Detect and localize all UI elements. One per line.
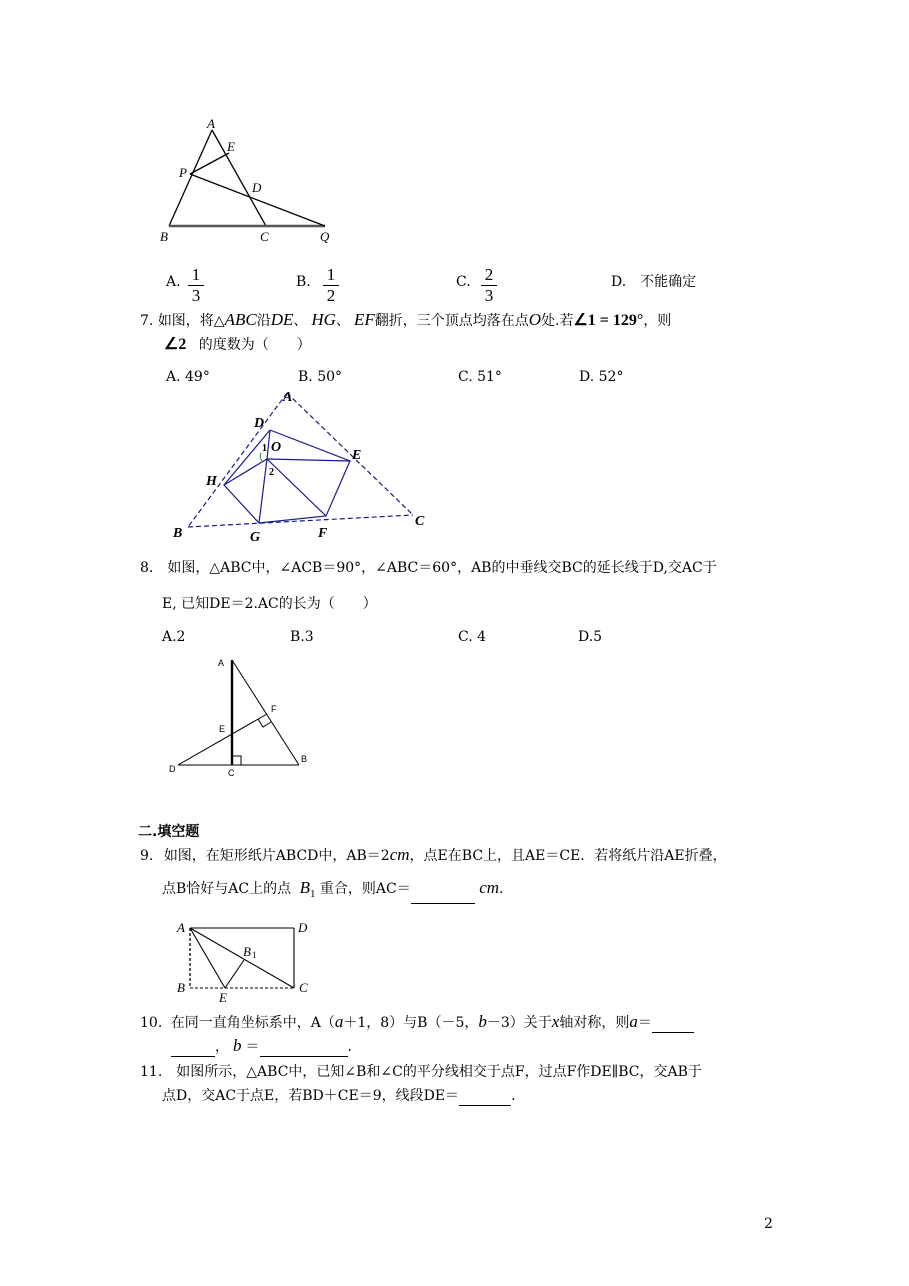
q7-text: 、: [335, 313, 350, 329]
q8-label-c: C: [228, 768, 235, 778]
q7-label-b: B: [173, 526, 183, 541]
q10-x: x: [551, 1012, 560, 1031]
q10-text: ＋1，8）与B（－5，: [343, 1015, 479, 1031]
q10-answer-b-blank[interactable]: [260, 1042, 348, 1057]
q10-answer-a-blank-part1[interactable]: [652, 1018, 694, 1033]
q8-option-d: D.5: [578, 629, 603, 645]
q10-a: a: [334, 1012, 344, 1031]
q6-option-c: [456, 272, 471, 292]
q7-label-h: H: [206, 474, 217, 489]
q7-line2: [164, 335, 311, 355]
q7-text: 处.若: [541, 313, 574, 329]
q6-option-d: D. 不能确定: [611, 274, 697, 290]
q7-label-d: D: [254, 416, 265, 431]
q10-text: 轴对称，则: [559, 1015, 630, 1031]
q10-text: ＝: [245, 1039, 260, 1055]
q7-text: 沿: [256, 313, 271, 329]
q8-label-b: B: [301, 754, 308, 764]
q10-text: 在同一直角坐标系中，A（: [170, 1015, 335, 1031]
q9-figure: [170, 915, 320, 1005]
q7-line1: [140, 310, 671, 331]
q10-b: b: [233, 1036, 242, 1055]
q8-option-a: A.2: [162, 629, 186, 645]
q9-cm: cm: [389, 845, 410, 864]
q8-line2: E, 已知DE＝2.AC的长为（ ）: [162, 596, 377, 612]
q6-option-c-letter: C.: [456, 274, 471, 290]
q9-b1-sub: 1: [309, 887, 316, 900]
q8-line1: 8. 如图，△ABC中，∠ACB＝90°，∠ABC＝60°，AB的中垂线交BC的延长线于D,交AC于: [140, 560, 717, 576]
q10-text: ，: [215, 1039, 229, 1055]
q7-label-1: 1: [262, 443, 267, 454]
q9-line2: [162, 878, 503, 904]
q9-label-b: B: [177, 980, 185, 995]
q11-line2: [162, 1086, 516, 1106]
q11-text: .: [511, 1088, 516, 1104]
q6-label-e: E: [227, 139, 235, 154]
q7-hg: HG: [311, 310, 336, 329]
q11-line1: 11. 如图所示，△ABC中，已知∠B和∠C的平分线相交于点F，过点F作DE∥BC，交AB于: [140, 1064, 702, 1080]
q6-label-b: B: [160, 229, 168, 244]
q10-text: .: [347, 1039, 352, 1055]
q6-option-a-fraction: [188, 266, 204, 305]
q7-text: ，则: [643, 313, 672, 329]
q11-text: 点D，交AC于点E，若BD＋CE＝9，线段DE＝: [162, 1088, 460, 1104]
q7-label-2: 2: [269, 467, 274, 478]
q6-option-b-den: 2: [326, 286, 336, 305]
q6-label-a: A: [207, 116, 215, 131]
q7-option-d: D. 52°: [579, 369, 624, 385]
q7-label-f: F: [318, 526, 328, 541]
q7-label-e: E: [352, 448, 362, 463]
q6-option-a: [166, 272, 181, 292]
q8-label-a: A: [218, 658, 225, 668]
q7-label-c: C: [415, 514, 425, 529]
q7-o: O: [528, 310, 541, 329]
q10-line1: [140, 1012, 694, 1033]
q6-label-d: D: [252, 180, 262, 195]
q10-text: ＝: [637, 1015, 652, 1031]
q8-option-c: C. 4: [458, 629, 487, 645]
q9-label-e: E: [219, 990, 227, 1005]
q9-cm: cm: [479, 878, 500, 897]
q6-option-b-num: 1: [326, 265, 336, 284]
q6-option-a-letter: A.: [166, 274, 181, 290]
q10-answer-a-blank-part2[interactable]: [171, 1042, 215, 1057]
q9-text: 如图，在矩形纸片ABCD中，AB＝2: [163, 848, 390, 864]
q6-label-p: P: [179, 165, 187, 180]
q7-angle1: ∠1 = 129°: [573, 312, 644, 329]
q7-text: 翻折，三个顶点均落在点: [374, 313, 529, 329]
q6-figure: [150, 115, 350, 250]
q6-option-b-fraction: [323, 266, 339, 305]
q10-b: b: [478, 1012, 487, 1031]
q7-abc: ABC: [224, 310, 257, 329]
q6-option-a-den: 3: [191, 286, 201, 305]
q6-label-c: C: [260, 229, 269, 244]
q9-text: 重合，则AC＝: [319, 881, 411, 897]
q8-label-f: F: [271, 704, 277, 714]
q6-label-q: Q: [320, 229, 330, 244]
q7-label-o: O: [271, 440, 282, 455]
q10-a: a: [629, 1012, 638, 1031]
q9-text: ，点E在BC上，且AE＝CE．若将纸片沿AE折叠，: [409, 848, 727, 864]
q7-label-a: A: [283, 390, 293, 405]
q6-option-c-fraction: [481, 266, 497, 305]
q11-answer-blank[interactable]: [459, 1091, 511, 1106]
q9-label-c: C: [299, 980, 308, 995]
q9-text: 点B恰好与AC上的点: [162, 881, 292, 897]
q7-option-b: B. 50°: [298, 369, 343, 385]
q10-text: －3）关于: [486, 1015, 552, 1031]
q7-option-c: C. 51°: [458, 369, 502, 385]
q10-line2: [171, 1036, 352, 1057]
q9-label-a: A: [177, 920, 185, 935]
q6-option-a-num: 1: [191, 265, 201, 284]
q6-option-c-num: 2: [484, 265, 494, 284]
q8-label-e: E: [219, 724, 226, 734]
q9-label-d: D: [298, 920, 308, 935]
q9-number: 9.: [140, 848, 154, 864]
q7-number: 7.: [140, 313, 154, 329]
q7-label-g: G: [250, 530, 261, 545]
q9-label-b1-sub: 1: [252, 950, 257, 960]
q9-line1: [140, 845, 727, 866]
q7-text: 如图，将△: [157, 313, 225, 329]
q6-option-b-letter: B.: [296, 274, 311, 290]
q10-number: 10.: [140, 1015, 163, 1031]
q7-angle2: ∠2: [164, 336, 187, 353]
q9-text: .: [499, 881, 504, 897]
q8-option-b: B.3: [290, 629, 314, 645]
q9-answer-blank[interactable]: [411, 889, 475, 904]
q6-option-b: [296, 272, 311, 292]
q8-figure: [165, 652, 325, 782]
q9-label-b1: B: [243, 944, 251, 959]
q7-text: 的度数为（ ）: [198, 337, 311, 353]
q7-text: 、: [293, 313, 308, 329]
q6-option-c-den: 3: [484, 286, 494, 305]
q7-de: DE: [270, 310, 294, 329]
section-title: 二.填空题: [138, 824, 200, 840]
q7-ef: EF: [353, 310, 375, 329]
q8-label-d: D: [169, 764, 176, 774]
q7-figure: [165, 385, 445, 545]
page-number: 2: [764, 1216, 773, 1232]
q9-b1: B: [299, 878, 310, 897]
q7-option-a: A. 49°: [166, 369, 210, 385]
